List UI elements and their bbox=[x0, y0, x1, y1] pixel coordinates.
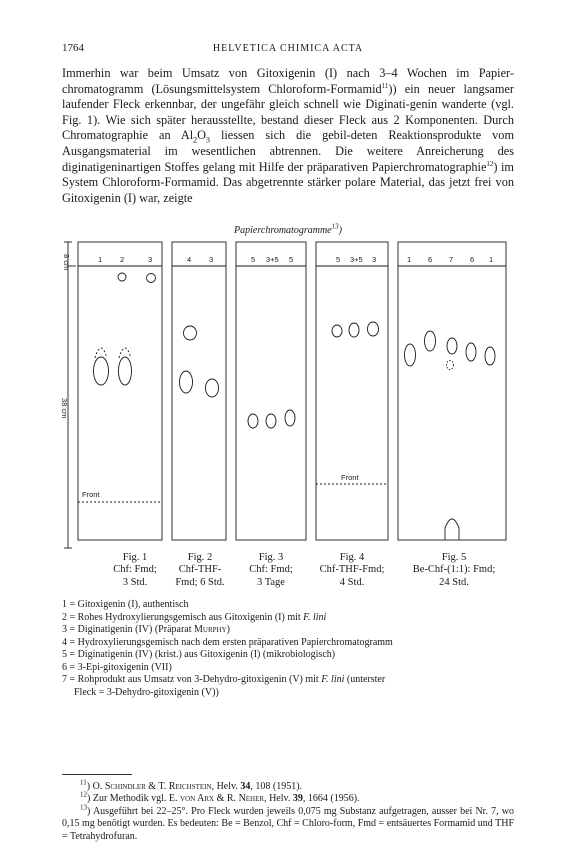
caption-fig-2-system: Chf-THF- bbox=[178, 564, 222, 576]
panel-2-label-1: 4 bbox=[187, 255, 192, 264]
spot bbox=[405, 344, 416, 366]
spot bbox=[447, 338, 457, 354]
spot bbox=[466, 343, 476, 361]
fn11-e: , Helv. bbox=[211, 781, 241, 792]
legend-item-1: 1 = Gitoxigenin (I), authentisch bbox=[62, 599, 189, 610]
panel-5-label-2: 6 bbox=[428, 255, 433, 264]
panel-3-label-3: 5 bbox=[289, 255, 294, 264]
legend-item-7-text: 7 = Rohprodukt aus Umsatz von 3-Dehydro-gitoxigenin (V) mit bbox=[62, 674, 322, 685]
figure-legend bbox=[62, 599, 514, 699]
caption-fig-4-title: Fig. 4 bbox=[339, 552, 365, 563]
fn12-g: , 1664 (1956). bbox=[302, 793, 360, 805]
panel-4-label-1: 5 bbox=[336, 255, 341, 264]
spot bbox=[266, 414, 276, 428]
footnote-11 bbox=[62, 778, 514, 793]
caption-fig-5-system: Be-Chf-(1:1): Fmd; bbox=[412, 564, 496, 576]
fn12-author-1: von Arx bbox=[180, 793, 215, 805]
panel-3-frame bbox=[236, 242, 306, 540]
fn12-author-2: Neher bbox=[238, 793, 265, 805]
tailing-spot bbox=[119, 348, 131, 358]
journal-title: HELVETICA CHIMICA ACTA bbox=[212, 43, 364, 54]
caption-fig-4-time: 4 Std. bbox=[339, 576, 365, 588]
panel-5-label-3: 7 bbox=[449, 255, 454, 264]
fn11-c: & T. bbox=[145, 781, 169, 792]
fn11-a: ) O. bbox=[86, 781, 105, 792]
panel-4-label-3: 3 bbox=[372, 255, 377, 264]
legend-item-7-tail: (unterster bbox=[344, 674, 386, 685]
panel-1-label-2: 2 bbox=[120, 255, 125, 264]
fn12-c: & R. bbox=[214, 793, 239, 805]
body-text-3: liessen sich die gebil-deten Reaktionsprodukte vom Ausgangsmaterial im wesentlichen abtrennen. Die weitere Anreicherung des diginatigeninartigen Stoffes gelang mit Hilfe der präparativen Papierchromatographie bbox=[62, 128, 515, 174]
spot bbox=[94, 357, 109, 385]
sub-3: 3 bbox=[206, 135, 211, 145]
footnote-rule bbox=[62, 774, 132, 775]
page-number: 1764 bbox=[62, 42, 84, 54]
panel-5-label-4: 6 bbox=[470, 255, 475, 264]
figure-title-text: Papierchromatogramme bbox=[234, 225, 332, 236]
chromatogram-panel-5 bbox=[398, 242, 506, 540]
spot bbox=[425, 331, 436, 351]
legend-item-5: 5 = Diginatigenin (IV) (krist.) aus Gitoxigenin (I) (mikrobiologisch) bbox=[62, 649, 336, 660]
legend-item-6: 6 = 3-Epi-gitoxigenin (VII) bbox=[62, 661, 172, 673]
legend-item-7 bbox=[62, 674, 514, 687]
fn11-volume: 34 bbox=[240, 781, 251, 792]
body-text-1: Immerhin war beim Umsatz von Gitoxigenin (I) nach 3–4 Wochen im Papier-chromatogramm (Lösungsmittelsystem Chloroform-Formamid bbox=[62, 66, 514, 96]
fn13-text: ) Ausgeführt bei 22–25°. Pro Fleck wurden jeweils 0,075 mg Substanz aufgetragen, ausser bei Nr. 7, wo 0,15 mg benötigt wurden. Es bedeuten: Be = Benzol, Chf = Chloro-form, Fmd = entsäuertes Formamid und THF = Tetrahydrofuran. bbox=[62, 805, 514, 842]
scale-label-top: 8 cm bbox=[62, 254, 71, 271]
caption-fig-2-title: Fig. 2 bbox=[187, 552, 213, 563]
chromatogram-panel-3 bbox=[236, 242, 306, 540]
ref-11: 11 bbox=[381, 81, 389, 90]
ref-12: 12 bbox=[486, 159, 494, 168]
legend-item-2-text: 2 = Rohes Hydroxylierungsgemisch aus Gitoxigenin (I) mit bbox=[62, 611, 304, 623]
caption-fig-5-time: 24 Std. bbox=[439, 576, 469, 588]
panel-2-label-2: 3 bbox=[209, 255, 214, 264]
spot bbox=[206, 379, 219, 397]
tailing-spot bbox=[95, 348, 107, 358]
figure-title-close: ) bbox=[338, 225, 342, 236]
faint-spot bbox=[447, 361, 454, 370]
ref-13: 13 bbox=[331, 222, 339, 231]
legend-item-3-author: Murphy bbox=[194, 624, 227, 635]
legend-item-2-organism: F. lini bbox=[303, 611, 327, 623]
spot bbox=[147, 274, 156, 283]
caption-fig-1-time: 3 Std. bbox=[122, 576, 148, 588]
panel-5-frame bbox=[398, 242, 506, 540]
panel-1-front-label: Front bbox=[82, 490, 100, 499]
footnote-13-number: 13 bbox=[80, 803, 87, 812]
sub-2: 2 bbox=[193, 135, 198, 145]
chromatogram-panel-1 bbox=[78, 242, 162, 540]
footnote-12-number: 12 bbox=[80, 791, 87, 800]
fn12-a: ) Zur Methodik vgl. E. bbox=[87, 793, 181, 805]
panel-5-label-1: 1 bbox=[407, 255, 412, 264]
chromatogram-panel-2 bbox=[172, 242, 226, 540]
fn12-volume: 39 bbox=[292, 793, 303, 805]
body-text-2: )) ein neuer langsamer laufender Fleck erkennbar, der ungefähr gleich schnell wie Diginati-genin wanderte (vgl. Fig. 1). Wie sich später herausstellte, bestand dieser Fleck aus 2 Komponenten. Durch Chromatographie an Al bbox=[62, 81, 514, 143]
spot bbox=[285, 410, 295, 426]
panel-3-label-1: 5 bbox=[251, 255, 256, 264]
fn12-e: , Helv. bbox=[264, 793, 293, 805]
spot bbox=[119, 357, 132, 385]
footnote-11-number: 11 bbox=[80, 778, 87, 787]
chromatogram-panel-4 bbox=[316, 242, 388, 540]
scale-label-main: 38 cm bbox=[60, 398, 69, 419]
spot bbox=[332, 325, 342, 337]
body-text-4: ) im System Chloroform-Formamid. Das abgetrennte stärker polare Material, das jetzt frei von Gitoxigenin (I) war, zeigte bbox=[62, 159, 514, 205]
panel-5-label-5: 1 bbox=[489, 255, 494, 264]
spot bbox=[368, 322, 379, 336]
fn11-g: , 108 (1951). bbox=[250, 781, 303, 792]
spot bbox=[180, 371, 193, 393]
caption-fig-1-system: Chf: Fmd; bbox=[113, 564, 157, 576]
spot bbox=[485, 347, 495, 365]
panel-3-label-2: 3+5 bbox=[266, 255, 279, 264]
legend-item-3 bbox=[62, 624, 514, 637]
spot bbox=[118, 273, 126, 281]
legend-item-7-organism: F. lini bbox=[321, 674, 345, 685]
caption-fig-1-title: Fig. 1 bbox=[122, 552, 148, 563]
caption-fig-3-title: Fig. 3 bbox=[258, 552, 284, 563]
legend-item-4: 4 = Hydroxylierungsgemisch nach dem ersten präparativen Papierchromatogramm bbox=[62, 636, 393, 648]
caption-fig-5-title: Fig. 5 bbox=[441, 552, 467, 563]
bottom-spot bbox=[445, 519, 459, 540]
fn11-author-1: Schindler bbox=[104, 781, 146, 792]
panel-4-label-2: 3+5 bbox=[350, 255, 363, 264]
caption-fig-4 bbox=[297, 552, 407, 589]
panel-1-label-1: 1 bbox=[98, 255, 103, 264]
footnote-13 bbox=[62, 803, 514, 843]
footnotes bbox=[62, 778, 514, 843]
caption-fig-3-system: Chf: Fmd; bbox=[249, 564, 293, 576]
caption-fig-2-time: Fmd; 6 Std. bbox=[175, 576, 225, 588]
legend-item-3-text: 3 = Diginatigenin (IV) (Präparat bbox=[62, 624, 194, 635]
panel-4-front-label: Front bbox=[341, 473, 359, 482]
spot bbox=[248, 414, 258, 428]
legend-item-3-close: ) bbox=[226, 624, 230, 635]
caption-fig-5 bbox=[392, 552, 516, 589]
panel-1-label-3: 3 bbox=[148, 255, 153, 264]
footnote-12 bbox=[62, 793, 514, 805]
legend-item-2 bbox=[62, 612, 514, 625]
panel-4-frame bbox=[316, 242, 388, 540]
spot bbox=[349, 323, 359, 337]
body-text-o: O bbox=[197, 128, 207, 143]
caption-fig-3-time: 3 Tage bbox=[257, 576, 285, 588]
caption-fig-4-system: Chf-THF-Fmd; bbox=[319, 564, 385, 576]
spot bbox=[184, 326, 197, 340]
legend-item-7-continued: Fleck = 3-Dehydro-gitoxigenin (V)) bbox=[74, 686, 219, 698]
fn11-author-2: Reichstein bbox=[168, 781, 212, 792]
